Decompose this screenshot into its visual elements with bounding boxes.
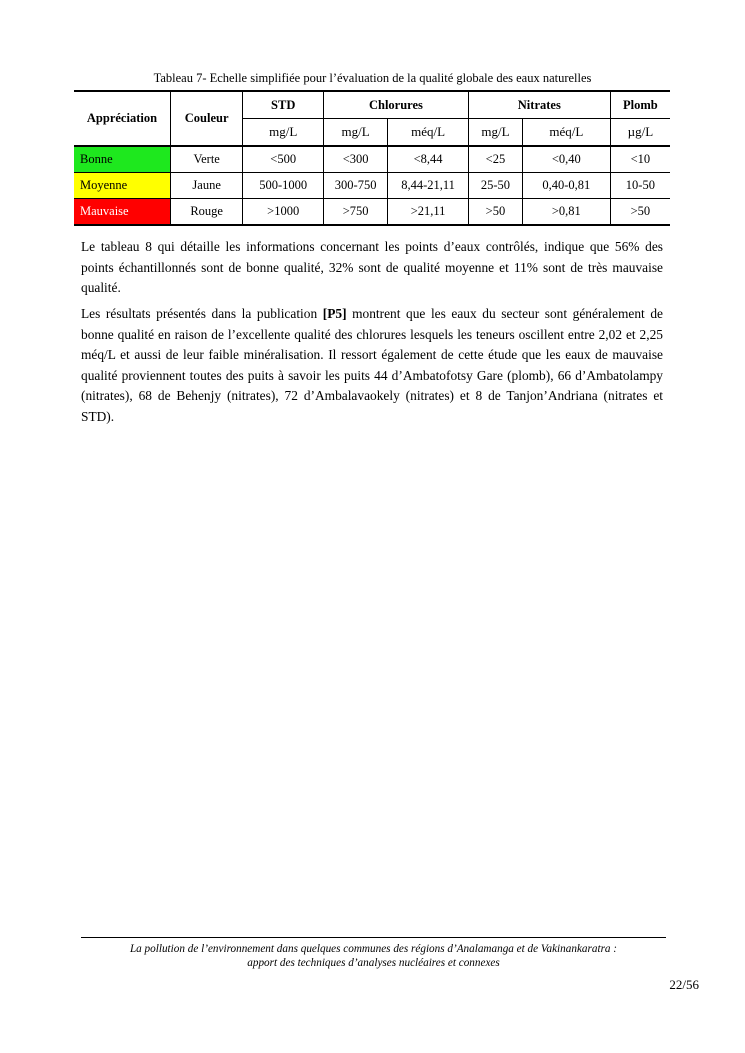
value-cell: <25 bbox=[468, 146, 522, 173]
table-header-row bbox=[74, 91, 670, 119]
page-footer bbox=[81, 942, 666, 970]
paragraph-results bbox=[81, 304, 663, 427]
value-cell: >50 bbox=[610, 199, 670, 226]
footer-line-1: La pollution de l’environnement dans quelques communes des régions d’Analamanga et de Vakinankaratra : bbox=[129, 943, 618, 955]
color-name-cell: Verte bbox=[170, 146, 242, 173]
value-cell: >750 bbox=[324, 199, 388, 226]
paragraph-results-end: montrent que les eaux du secteur sont généralement de bonne qualité en raison de l’excellente qualité des chlorures lesquels les teneurs oscillent entre 2,02 et 2,25 méq/L et aussi de leur faible minéralisation. Il ressort également de cette étude que les eaux de mauvaise qualité proviennent toutes des puits à savoir les puits 44 d’Ambatofotsy Gare (plomb), 66 d’Ambatolampy (nitrates), 68 de Behenjy (nitrates), 72 d’Ambalavaokely (nitrates) et 8 de Tanjon’Andriana (nitrates et STD). bbox=[81, 306, 663, 424]
value-cell: <0,40 bbox=[522, 146, 610, 173]
value-cell: >50 bbox=[468, 199, 522, 226]
value-cell: <10 bbox=[610, 146, 670, 173]
color-name-cell: Jaune bbox=[170, 173, 242, 199]
quality-scale-table bbox=[74, 90, 670, 226]
unit-cell: mg/L bbox=[468, 119, 522, 147]
value-cell: >21,11 bbox=[388, 199, 469, 226]
paragraph-results-start: Les résultats présentés dans la publication bbox=[81, 306, 323, 321]
header-std: STD bbox=[243, 91, 324, 119]
color-name-cell: Rouge bbox=[170, 199, 242, 226]
header-nitrates: Nitrates bbox=[468, 91, 610, 119]
footer-line-2: apport des techniques d’analyses nucléaires et connexes bbox=[247, 957, 500, 969]
unit-cell: mg/L bbox=[243, 119, 324, 147]
value-cell: 300-750 bbox=[324, 173, 388, 199]
page-number: 22/56 bbox=[669, 977, 699, 992]
value-cell: <8,44 bbox=[388, 146, 469, 173]
appreciation-cell: Bonne bbox=[74, 146, 170, 173]
value-cell: 0,40-0,81 bbox=[522, 173, 610, 199]
table-row bbox=[74, 146, 670, 173]
unit-cell: méq/L bbox=[522, 119, 610, 147]
value-cell: 8,44-21,11 bbox=[388, 173, 469, 199]
appreciation-cell: Moyenne bbox=[74, 173, 170, 199]
value-cell: 500-1000 bbox=[243, 173, 324, 199]
header-couleur: Couleur bbox=[170, 91, 242, 146]
value-cell: >1000 bbox=[243, 199, 324, 226]
appreciation-cell: Mauvaise bbox=[74, 199, 170, 226]
value-cell: 25-50 bbox=[468, 173, 522, 199]
value-cell: >0,81 bbox=[522, 199, 610, 226]
header-plomb: Plomb bbox=[610, 91, 670, 119]
header-chlorures: Chlorures bbox=[324, 91, 469, 119]
table-row bbox=[74, 173, 670, 199]
table-caption: Tableau 7- Echelle simplifiée pour l’évaluation de la qualité globale des eaux naturelles bbox=[153, 71, 592, 85]
unit-cell: méq/L bbox=[388, 119, 469, 147]
value-cell: <300 bbox=[324, 146, 388, 173]
header-appreciation: Appréciation bbox=[74, 91, 170, 146]
table-row bbox=[74, 199, 670, 226]
paragraph-summary: Le tableau 8 qui détaille les informations concernant les points d’eaux contrôlés, indique que 56% des points échantillonnés sont de bonne qualité, 32% sont de qualité moyenne et 11% sont de très mauvaise qualité. bbox=[81, 239, 663, 295]
footer-divider bbox=[81, 937, 666, 938]
publication-reference: [P5] bbox=[322, 306, 347, 321]
value-cell: 10-50 bbox=[610, 173, 670, 199]
unit-cell: mg/L bbox=[324, 119, 388, 147]
unit-cell: µg/L bbox=[610, 119, 670, 147]
value-cell: <500 bbox=[243, 146, 324, 173]
